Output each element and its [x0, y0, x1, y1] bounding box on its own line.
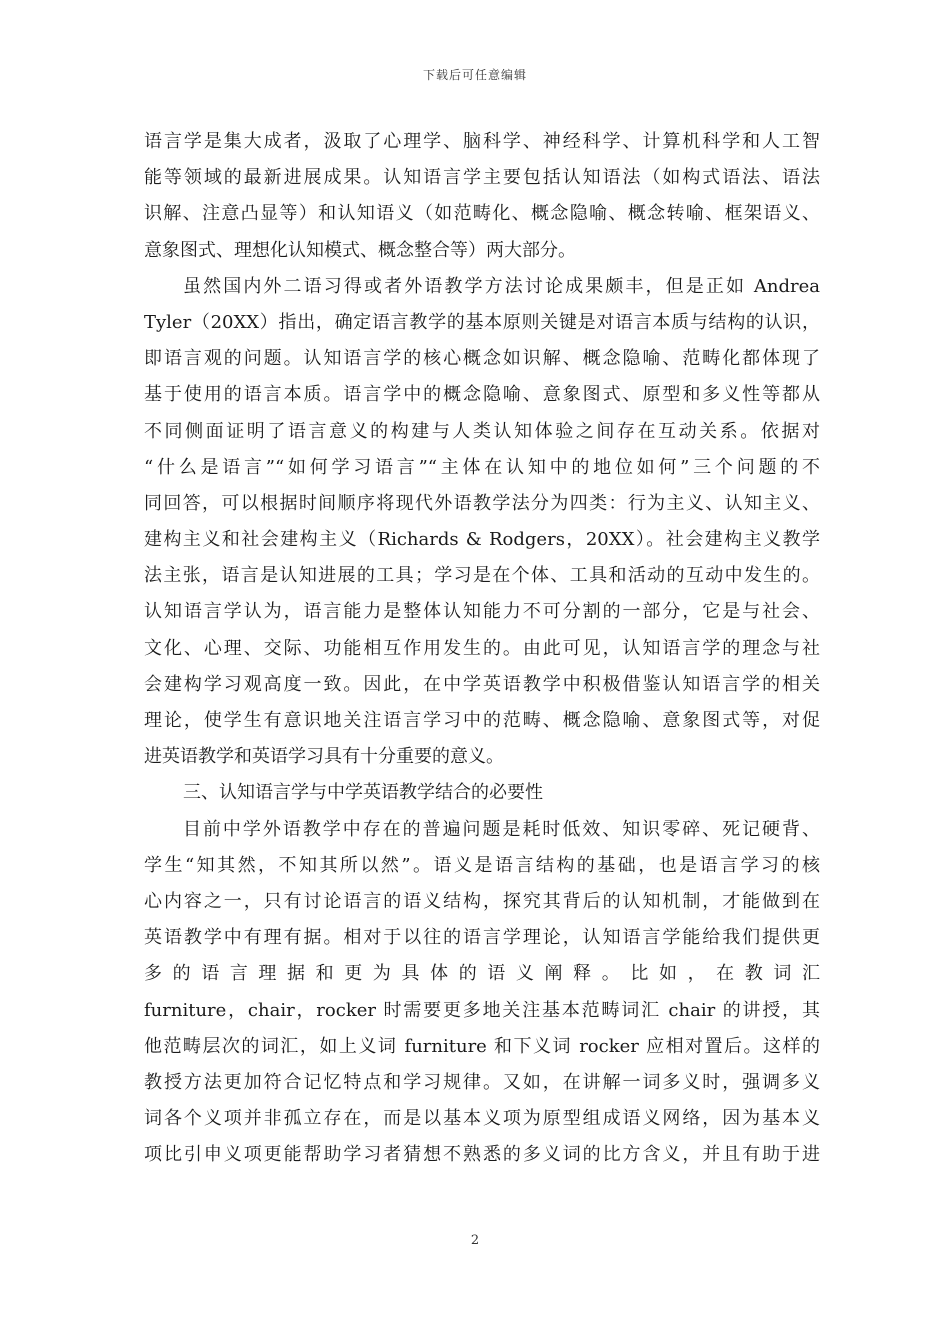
paragraph-2-line: “什么是语言”“如何学习语言”“主体在认知中的地位如何”三个问题的不 — [144, 456, 820, 478]
paragraph-2-line: 理论，使学生有意识地关注语言学习中的范畴、概念隐喻、意象图式等，对促 — [144, 710, 820, 731]
paragraph-3-line: 学生“知其然，不知其所以然”。语义是语言结构的基础，也是语言学习的核 — [144, 854, 820, 876]
paragraph-1-line: 语言学是集大成者，汲取了心理学、脑科学、神经科学、计算机科学和人工智 — [144, 131, 820, 152]
paragraph-2-line: 进英语教学和英语学习具有十分重要的意义。 — [144, 746, 504, 768]
paragraph-3-line: 他范畴层次的词汇，如上义词 furniture 和下义词 rocker 应相对置后。这样的 — [144, 1035, 820, 1057]
paragraph-2-line: Tyler（20XX）指出，确定语言教学的基本原则关键是对语言本质与结构的认识， — [144, 311, 820, 333]
paragraph-2-line: 基于使用的语言本质。语言学中的概念隐喻、意象图式、原型和多义性等都从 — [144, 384, 820, 406]
paragraph-2-line: 虽然国内外二语习得或者外语教学方法讨论成果颇丰，但是正如 Andrea — [183, 275, 820, 297]
document-body — [144, 124, 820, 1173]
paragraph-3-line: 英语教学中有理有据。相对于以往的语言学理论，认知语言学能给我们提供更 — [144, 927, 820, 949]
paragraph-2-line: 认知语言学认为，语言能力是整体认知能力不可分割的一部分，它是与社会、 — [144, 601, 820, 623]
paragraph-2-line: 会建构学习观高度一致。因此，在中学英语教学中积极借鉴认知语言学的相关 — [144, 673, 820, 695]
paragraph-1-line: 识解、注意凸显等）和认知语义（如范畴化、概念隐喻、概念转喻、框架语义、 — [144, 203, 820, 225]
paragraph-3-line: 词各个义项并非孤立存在，而是以基本义项为原型组成语义网络，因为基本义 — [144, 1108, 820, 1130]
paragraph-2-line: 建构主义和社会建构主义（Richards & Rodgers，20XX）。社会建构主义教学 — [144, 529, 820, 551]
paragraph-2-line: 不同侧面证明了语言意义的构建与人类认知体验之间存在互动关系。依据对 — [144, 420, 820, 442]
paragraph-2-line: 同回答，可以根据时间顺序将现代外语教学法分为四类：行为主义、认知主义、 — [144, 492, 820, 514]
paragraph-3-line: 心内容之一，只有讨论语言的语义结构，探究其背后的认知机制，才能做到在 — [144, 890, 820, 912]
paragraph-3-line: 项比引申义项更能帮助学习者猜想不熟悉的多义词的比方含义，并且有助于进 — [144, 1144, 820, 1166]
paragraph-3-line: 教授方法更加符合记忆特点和学习规律。又如，在讲解一词多义时，强调多义 — [144, 1071, 820, 1093]
paragraph-2-line: 即语言观的问题。认知语言学的核心概念如识解、概念隐喻、范畴化都体现了 — [144, 348, 820, 370]
paragraph-1-line: 意象图式、理想化认知模式、概念整合等）两大部分。 — [144, 239, 576, 261]
page-number: 2 — [470, 1233, 480, 1248]
paragraph-2-line: 文化、心理、交际、功能相互作用发生的。由此可见，认知语言学的理念与社 — [144, 637, 820, 659]
paragraph-2-line: 法主张，语言是认知进展的工具；学习是在个体、工具和活动的互动中发生的。 — [144, 565, 820, 587]
section-heading: 三、认知语言学与中学英语教学结合的必要性 — [183, 782, 543, 804]
paragraph-3-line: furniture，chair，rocker 时需要更多地关注基本范畴词汇 chair 的讲授，其 — [144, 999, 820, 1021]
page-header: 下载后可任意编辑 — [422, 68, 527, 82]
paragraph-3-line: 目前中学外语教学中存在的普遍问题是耗时低效、知识零碎、死记硬背、 — [183, 818, 820, 840]
paragraph-3-line: 多的语言理据和更为具体的语义阐释。比如，在教词汇 — [144, 963, 820, 985]
paragraph-1-line: 能等领域的最新进展成果。认知语言学主要包括认知语法（如构式语法、语法 — [144, 167, 820, 189]
